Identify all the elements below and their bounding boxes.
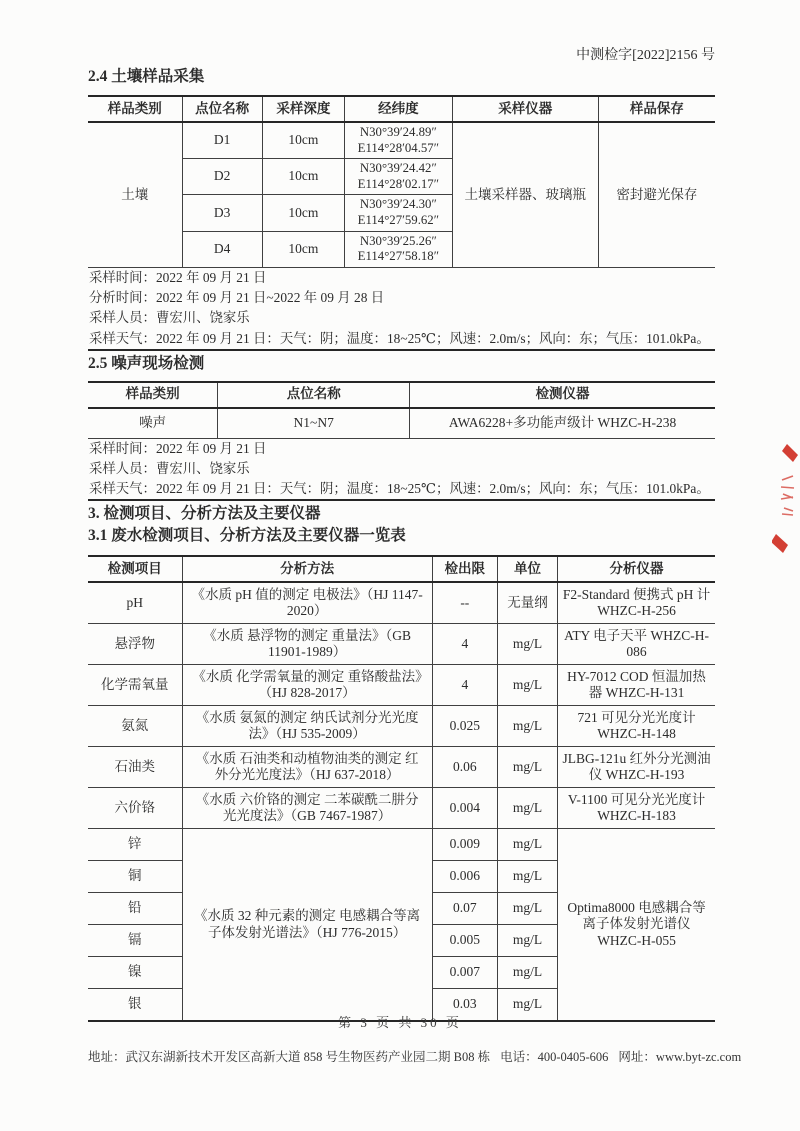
sample-category-cell: 土壤 [88,122,182,267]
table-row [88,829,715,861]
sampling-time-note: 采样时间：2022 年 09 月 21 日 [89,440,267,456]
note-row [88,459,715,479]
unit-cell: mg/L [497,624,557,665]
method-cell: 《水质 化学需氧量的测定 重铬酸盐法》（HJ 828-2017） [182,665,432,706]
latitude: N30°39′24.42″ [359,161,437,176]
instrument-cell: V-1100 可见分光光度计 WHZC-H-183 [558,788,715,829]
item-cell: 化学需氧量 [88,665,182,706]
item-cell: 悬浮物 [88,624,182,665]
point-cell: D4 [182,231,262,267]
item-cell: 镍 [88,957,182,989]
note-row [88,479,715,500]
item-cell: 铜 [88,861,182,893]
column-header: 分析方法 [182,556,432,582]
table-row [88,747,715,788]
limit-cell: 4 [432,665,497,706]
item-cell: 银 [88,989,182,1022]
unit-cell: mg/L [497,957,557,989]
item-cell: 氨氮 [88,706,182,747]
coordinates-cell [344,195,452,231]
item-cell: 锌 [88,829,182,861]
limit-cell: 4 [432,624,497,665]
sample-category-cell: 噪声 [88,408,218,439]
unit-cell: mg/L [497,747,557,788]
longitude: E114°27′59.62″ [357,213,440,228]
analysis-time-note: 分析时间：2022 年 09 月 21 日~2022 年 09 月 28 日 [89,290,385,306]
column-header: 检测项目 [88,556,182,582]
item-cell: 石油类 [88,747,182,788]
limit-cell: 0.025 [432,706,497,747]
method-cell: 《水质 六价铬的测定 二苯碳酰二肼分光光度法》（GB 7467-1987） [182,788,432,829]
table-row [88,665,715,706]
point-cell: N1~N7 [218,408,410,439]
column-header: 样品类别 [88,96,182,122]
note-row [88,438,715,459]
noise-detection-table [88,381,715,502]
unit-cell: mg/L [497,925,557,957]
limit-cell: 0.004 [432,788,497,829]
page-content [88,0,715,1022]
table-row [88,706,715,747]
unit-cell: mg/L [497,665,557,706]
latitude: N30°39′24.30″ [359,197,437,212]
method-cell: 《水质 悬浮物的测定 重量法》（GB 11901-1989） [182,624,432,665]
limit-cell: -- [432,582,497,624]
longitude: E114°28′02.17″ [357,176,440,191]
sampling-personnel-note: 采样人员：曹宏川、饶家乐 [89,460,250,476]
footer-phone: 电话：400-0405-606 [500,1050,609,1064]
point-cell: D1 [182,122,262,159]
sampling-weather-note: 采样天气：2022 年 09 月 21 日：天气：阴；温度：18~25℃；风速：2.0m/s；风向：东；气压：101.0kPa。 [89,481,710,497]
column-header: 点位名称 [182,96,262,122]
unit-cell: mg/L [497,829,557,861]
depth-cell: 10cm [262,122,344,159]
detection-instrument-cell: AWA6228+多功能声级计 WHZC-H-238 [410,408,715,439]
method-cell-merged: 《水质 32 种元素的测定 电感耦合等离子体发射光谱法》（HJ 776-2015） [182,829,432,1022]
column-header: 采样深度 [262,96,344,122]
depth-cell: 10cm [262,231,344,267]
section-title-noise-detection: 2.5 噪声现场检测 [88,354,205,372]
footer-address-text: 地址：武汉东湖新技术开发区高新大道 858 号生物医药产业园二期 B08 栋 [88,1050,491,1064]
limit-cell: 0.005 [432,925,497,957]
column-header: 单位 [497,556,557,582]
table-row [88,408,715,439]
soil-sampling-table [88,95,715,351]
column-header: 检出限 [432,556,497,582]
column-header: 经纬度 [344,96,452,122]
section-title-soil-sampling: 2.4 土壤样品采集 [88,68,205,85]
sampling-time-note: 采样时间：2022 年 09 月 21 日 [89,269,267,285]
table-row [88,788,715,829]
instrument-cell: 721 可见分光光度计 WHZC-H-148 [558,706,715,747]
sampling-personnel-note: 采样人员：曹宏川、饶家乐 [89,310,250,326]
method-cell: 《水质 pH 值的测定 电极法》（HJ 1147-2020） [182,582,432,624]
limit-cell: 0.007 [432,957,497,989]
instrument-cell: ATY 电子天平 WHZC-H-086 [558,624,715,665]
page-number: 第 3 页 共 30 页 [338,1015,462,1030]
table-row [88,582,715,624]
point-cell: D2 [182,159,262,195]
item-cell: 镉 [88,925,182,957]
section-title-wastewater-table: 3.1 废水检测项目、分析方法及主要仪器一览表 [88,527,406,545]
table-header-row [88,556,715,582]
instrument-cell: HY-7012 COD 恒温加热器 WHZC-H-131 [558,665,715,706]
red-seal-fragment-icon [772,436,800,564]
latitude: N30°39′25.26″ [359,233,437,248]
limit-cell: 0.009 [432,829,497,861]
coordinates-cell [344,231,452,267]
table-header-row [88,96,715,122]
depth-cell: 10cm [262,159,344,195]
note-row [88,267,715,288]
column-header: 检测仪器 [410,382,715,408]
doc-number: 中测检字[2022]2156 号 [576,48,715,63]
item-cell: pH [88,582,182,624]
footer-website: 网址：www.byt-zc.com [618,1050,742,1064]
unit-cell: mg/L [497,706,557,747]
limit-cell: 0.006 [432,861,497,893]
item-cell: 铅 [88,893,182,925]
table-row [88,624,715,665]
latitude: N30°39′24.89″ [359,125,437,139]
unit-cell: 无量纲 [497,582,557,624]
point-cell: D3 [182,195,262,231]
instrument-cell: JLBG-121u 红外分光测油仪 WHZC-H-193 [558,747,715,788]
note-row [88,329,715,350]
limit-cell: 0.07 [432,893,497,925]
unit-cell: mg/L [497,861,557,893]
note-row [88,288,715,308]
footer-contact-line [88,1047,742,1065]
coordinates-cell [344,159,452,195]
limit-cell: 0.03 [432,989,497,1022]
column-header: 点位名称 [218,382,410,408]
unit-cell: mg/L [497,893,557,925]
method-cell: 《水质 氨氮的测定 纳氏试剂分光光度法》（HJ 535-2009） [182,706,432,747]
sampling-instrument-cell: 土壤采样器、玻璃瓶 [452,122,598,267]
instrument-cell: F2-Standard 便携式 pH 计 WHZC-H-256 [558,582,715,624]
depth-cell: 10cm [262,195,344,231]
section-title-detection-items: 3. 检测项目、分析方法及主要仪器 [88,505,321,523]
coordinates-cell [344,122,452,159]
table-row [88,122,715,159]
column-header: 样品保存 [598,96,715,122]
unit-cell: mg/L [497,989,557,1022]
column-header: 采样仪器 [452,96,598,122]
sampling-weather-note: 采样天气：2022 年 09 月 21 日：天气：阴；温度：18~25℃；风速：2.0m/s；风向：东；气压：101.0kPa。 [89,330,710,346]
unit-cell: mg/L [497,788,557,829]
item-cell: 六价铬 [88,788,182,829]
wastewater-items-table [88,555,715,1022]
instrument-cell-merged: Optima8000 电感耦合等离子体发射光谱仪 WHZC-H-055 [558,829,715,1022]
longitude: E114°28′04.57″ [357,140,440,155]
column-header: 样品类别 [88,382,218,408]
longitude: E114°27′58.18″ [357,249,440,264]
method-cell: 《水质 石油类和动植物油类的测定 红外分光光度法》（HJ 637-2018） [182,747,432,788]
preservation-cell: 密封避光保存 [598,122,715,267]
table-header-row [88,382,715,408]
limit-cell: 0.06 [432,747,497,788]
column-header: 分析仪器 [558,556,715,582]
note-row [88,308,715,328]
